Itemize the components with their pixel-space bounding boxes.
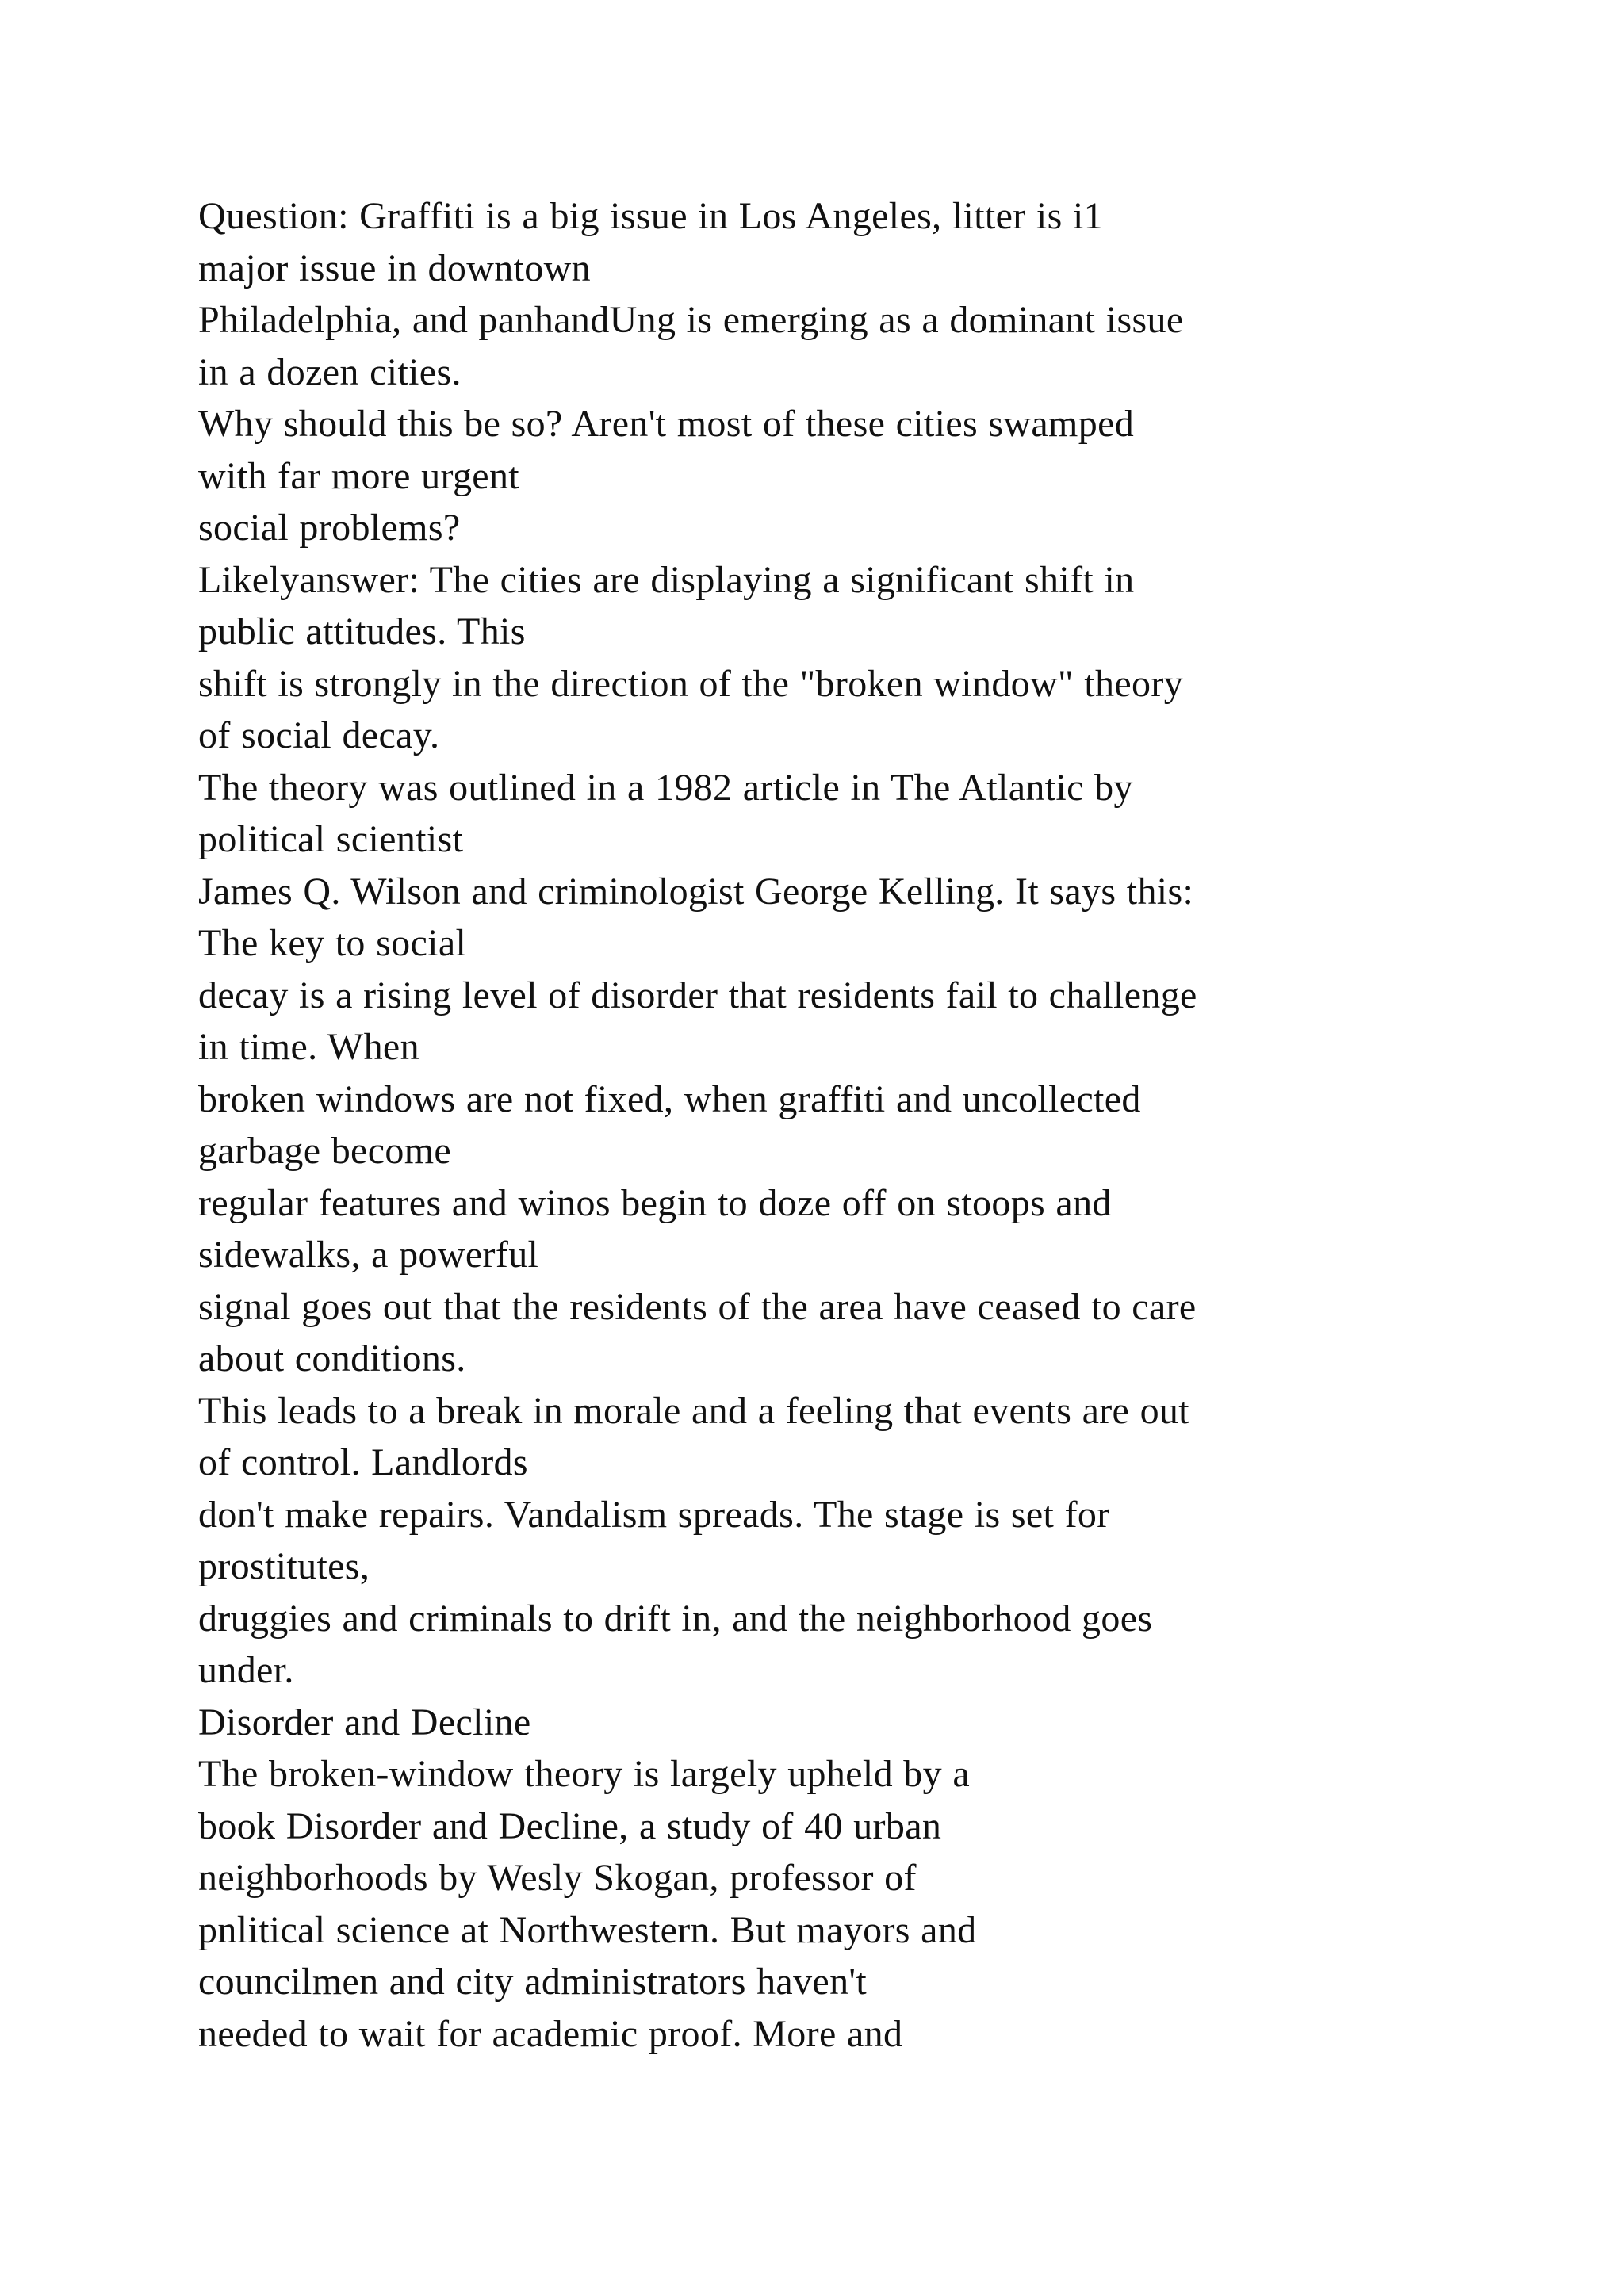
text-line: Philadelphia, and panhandUng is emerging as a dominant issue bbox=[198, 299, 1184, 341]
text-line: in time. When bbox=[198, 1026, 419, 1068]
text-line: druggies and criminals to drift in, and the neighborhood goes bbox=[198, 1597, 1153, 1640]
text-line: political scientist bbox=[198, 818, 464, 860]
text-line: decay is a rising level of disorder that residents fail to challenge bbox=[198, 974, 1197, 1016]
text-line: book Disorder and Decline, a study of 40 urban bbox=[198, 1804, 942, 1847]
text-line: councilmen and city administrators haven't bbox=[198, 1961, 868, 2003]
text-line: in a dozen cities. bbox=[198, 350, 462, 393]
text-line: social problems? bbox=[198, 507, 461, 549]
text-line: Question: Graffiti is a big issue in Los Angeles, litter is i1 bbox=[198, 195, 1104, 237]
text-line: neighborhoods by Wesly Skogan, professor of bbox=[198, 1857, 917, 1899]
text-line: pnlitical science at Northwestern. But mayors and bbox=[198, 1908, 977, 1951]
text-line: The key to social bbox=[198, 922, 467, 964]
text-line: broken windows are not fixed, when graffiti and uncollected bbox=[198, 1077, 1141, 1120]
document-body bbox=[198, 190, 1546, 2060]
text-line: major issue in downtown bbox=[198, 247, 592, 289]
text-line: with far more urgent bbox=[198, 454, 519, 497]
text-line: about conditions. bbox=[198, 1337, 466, 1380]
section-heading: Disorder and Decline bbox=[198, 1701, 531, 1743]
text-line: don't make repairs. Vandalism spreads. The stage is set for bbox=[198, 1493, 1110, 1536]
text-line: of control. Landlords bbox=[198, 1441, 528, 1483]
text-line: public attitudes. This bbox=[198, 610, 526, 652]
text-line: needed to wait for academic proof. More and bbox=[198, 2012, 903, 2055]
text-line: The theory was outlined in a 1982 article in The Atlantic by bbox=[198, 766, 1133, 809]
text-line: under. bbox=[198, 1649, 294, 1691]
text-line: Likelyanswer: The cities are displaying a significant shift in bbox=[198, 558, 1135, 601]
text-line: of social decay. bbox=[198, 714, 440, 756]
text-line: shift is strongly in the direction of the "broken window" theory bbox=[198, 662, 1184, 705]
text-line: Why should this be so? Aren't most of these cities swamped bbox=[198, 403, 1135, 445]
text-line: garbage become bbox=[198, 1130, 452, 1172]
text-line: The broken-window theory is largely upheld by a bbox=[198, 1753, 970, 1795]
text-line: signal goes out that the residents of the area have ceased to care bbox=[198, 1285, 1197, 1328]
text-line: James Q. Wilson and criminologist George Kelling. It says this: bbox=[198, 870, 1194, 913]
text-line: This leads to a break in morale and a feeling that events are out bbox=[198, 1389, 1189, 1432]
text-line: prostitutes, bbox=[198, 1545, 370, 1587]
text-line: regular features and winos begin to doze off on stoops and bbox=[198, 1181, 1112, 1224]
text-line: sidewalks, a powerful bbox=[198, 1234, 539, 1276]
